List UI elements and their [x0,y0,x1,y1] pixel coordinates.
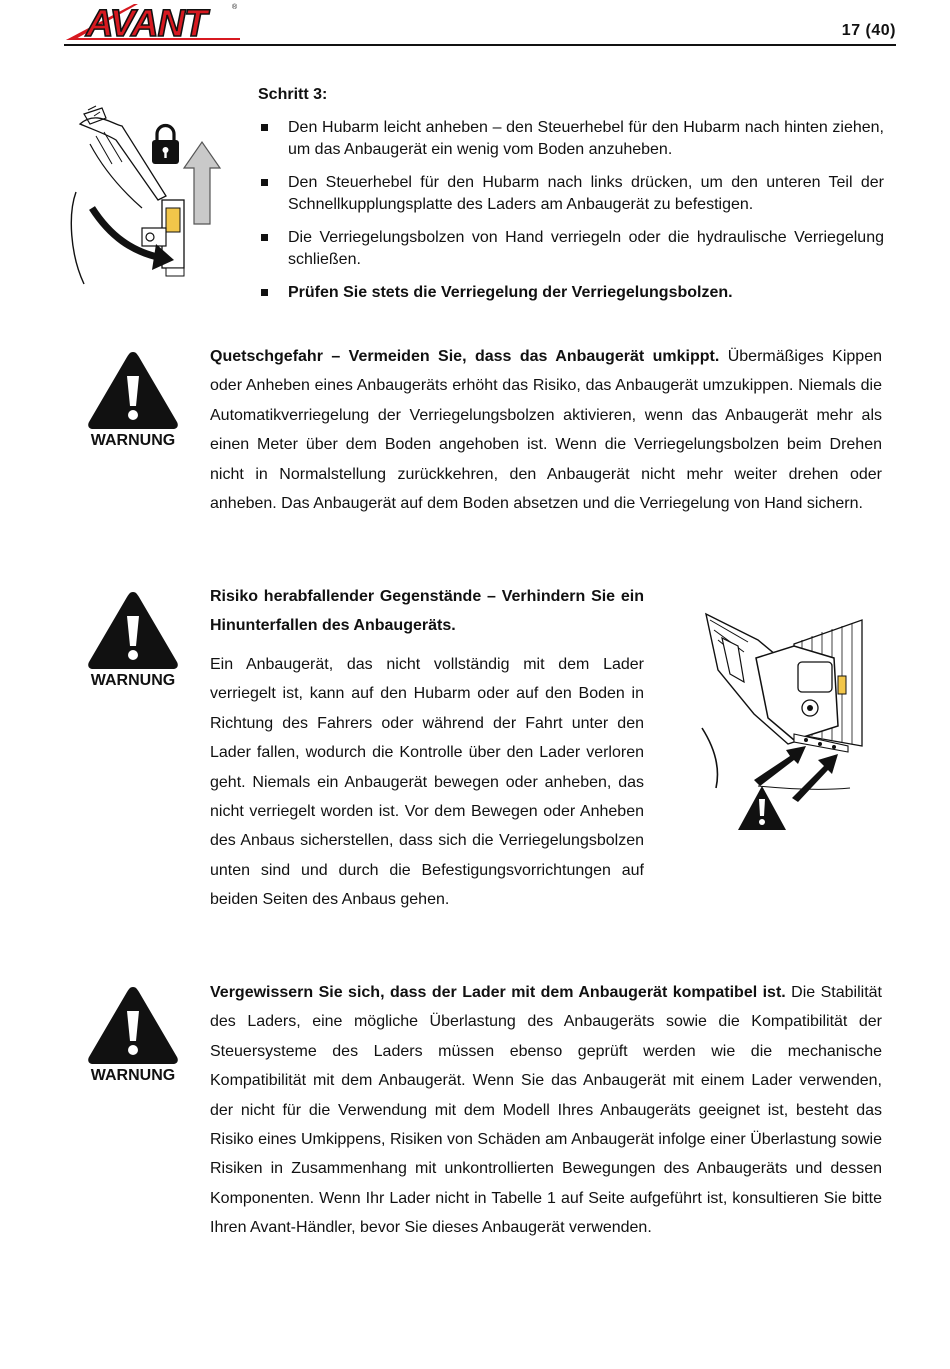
warning-block-1 [85,350,181,460]
up-arrow-icon [184,142,220,224]
warning-triangle-icon [85,590,181,670]
warning-body-2: Ein Anbaugerät, das nicht vollständig mit dem Lader verriegelt ist, kann auf den Hubarm oder auf den Boden in Richtung des Fahrers oder während der Fahrt unter den Lader fallen, wodurch die Kontrolle über den Lader verloren geht. Niemals ein Anbaugerät bewegen oder anheben, das nicht verriegelt worden ist. Vor dem Bewegen oder Anheben des Anbaus sicherstellen, dass sich die Verriegelungsbolzen unten sind und durch die Befestigungsvorrichtungen auf beiden Seiten des Anbaus gehen. [210,656,644,909]
step-bullet-item: Den Hubarm leicht anheben – den Steuerhebel für den Hubarm nach hinten ziehen, um das Anbaugerät ein wenig vom Boden anzuheben. [258,117,884,161]
header-divider [64,44,896,46]
warning-body: Übermäßiges Kippen oder Anheben eines Anbaugeräts erhöht das Risiko, das Anbaugerät umzukippen. Niemals die Automatikverriegelung der Verriegelungsbolzen aktivieren, wenn das Anbaugerät mehr als einen Meter über dem Boden angehoben ist. Wenn die Verriegelungsbolzen beim Drehen nicht in Normalstellung zurückkehren, den Anbaugerät nicht mehr weiter drehen oder anheben. Das Anbaugerät auf dem Boden absetzen und die Verriegelung von Hand sichern. [210,348,883,513]
warning-triangle-icon [85,985,181,1065]
step-illustration [66,104,228,290]
warning-title-2: Risiko herabfallender Gegenstände – Verhindern Sie ein Hinunterfallen des Anbaugeräts. [210,588,644,635]
step-bullet-list [258,117,884,315]
step-bullet-item: Prüfen Sie stets die Verriegelung der Verriegelungsbolzen. [258,282,884,304]
step-bullet-item: Den Steuerhebel für den Hubarm nach links drücken, um den unteren Teil der Schnellkupplungsplatte des Laders am Anbaugerät zu befestigen. [258,172,884,216]
warning-text-3 [210,978,882,1243]
avant-logo [64,0,242,42]
brand-wordmark: AVANT [86,3,207,42]
warning-label: WARNUNG [90,432,176,449]
svg-text:®: ® [232,4,238,11]
padlock-icon [152,126,179,165]
page-header [0,0,950,50]
warning-triangle-icon [738,786,786,830]
warning-label: WARNUNG [90,1067,176,1084]
warning-body: Die Stabilität des Laders, eine mögliche Überlastung des Anbaugeräts sowie die Kompatibilität der Steuersysteme des Laders müssen ebenso geprüft werden wie die mechanische Kompatibilität mit dem Anbaugerät. Wenn Sie das Anbaugerät mit einem Lader verwenden, der nicht für die Verwendung mit dem Modell Ihres Anbaugeräts geeignet ist, besteht das Risiko eines Umkippens, Risiken von Schäden am Anbaugerät infolge einer Überlastung sowie Risiken in Zusammenhang mit unkontrollierten Bewegungen des Anbaugeräts und dessen Komponenten. Wenn Ihr Lader nicht in Tabelle 1 auf Seite aufgeführt ist, konsultieren Sie bitte Ihren Avant-Händler, bevor Sie dieses Anbaugerät verwenden. [210,984,882,1237]
warning-text-1 [210,342,882,518]
warning-block-2 [85,590,181,700]
step-title: Schritt 3: [258,86,328,103]
warning-triangle-icon [85,350,181,430]
warning-block-3 [85,985,181,1095]
warning-label: WARNUNG [90,672,176,689]
page-number: 17 (40) [841,22,896,39]
warning-lead: Quetschgefahr – Vermeiden Sie, dass das Anbaugerät umkippt. [210,348,720,365]
coupling-illustration [698,610,868,834]
warning-lead: Vergewissern Sie sich, dass der Lader mit dem Anbaugerät kompatibel ist. [210,984,786,1001]
step-bullet-item: Die Verriegelungsbolzen von Hand verriegeln oder die hydraulische Verriegelung schließen. [258,227,884,271]
